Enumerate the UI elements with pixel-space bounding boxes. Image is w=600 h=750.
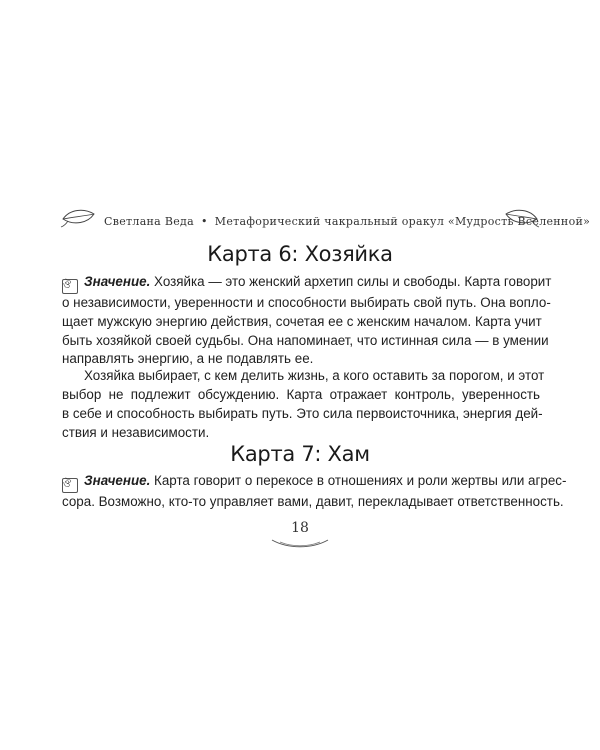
card-7-meaning-paragraph (62, 472, 567, 512)
meaning-label: Значение. (84, 274, 151, 289)
text-line: выбор не подлежит обсуждению. Карта отражает контроль, уверенность (62, 387, 540, 402)
card-icon: ঔ (62, 478, 78, 493)
text-line: в себе и способность выбирать путь. Это сила первоисточника, энергия дей- (62, 405, 543, 421)
card-7-title: Карта 7: Хам (230, 442, 370, 466)
running-header (60, 205, 591, 235)
flourish-ornament-icon (270, 537, 330, 551)
text-line: Карта говорит о перекосе в отношениях и роли жертвы или агрес- (150, 473, 567, 488)
leaf-ornament-left-icon (60, 205, 100, 231)
card-6-second-paragraph-cont (62, 386, 543, 442)
card-6-second-paragraph (84, 367, 545, 386)
leaf-ornament-right-icon (500, 205, 540, 231)
card-6-title: Карта 6: Хозяйка (207, 242, 393, 266)
text-line: о независимости, уверенности и способности выбирать свой путь. Она вопло- (62, 295, 551, 310)
page-number: 18 (291, 520, 309, 536)
card-6-meaning-paragraph (62, 273, 552, 369)
meaning-label: Значение. (84, 473, 151, 488)
text-line: ствия и независимости. (62, 424, 210, 440)
header-separator: • (200, 215, 208, 228)
card-icon: ঔ (62, 279, 78, 294)
text-line: Хозяйка — это женский архетип силы и свободы. Карта говорит (150, 274, 552, 289)
text-line: направлять энергию, а не подавлять ее. (62, 351, 314, 367)
text-line: быть хозяйкой своей судьбы. Она напоминает, что истинная сила — в умении (62, 332, 549, 348)
header-author: Светлана Веда (104, 215, 194, 228)
header-book-title: Метафорический чакральный оракул «Мудрость Вселенной» (214, 215, 591, 228)
text-line: щает мужскую энергию действия, сочетая ее с женским началом. Карта учит (62, 313, 542, 329)
text-line: сора. Возможно, кто-то управляет вами, давит, перекладывает ответственность. (62, 494, 564, 509)
running-header-text (104, 215, 591, 228)
text-line: Хозяйка выбирает, с кем делить жизнь, а кого оставить за порогом, и этот (84, 368, 545, 383)
